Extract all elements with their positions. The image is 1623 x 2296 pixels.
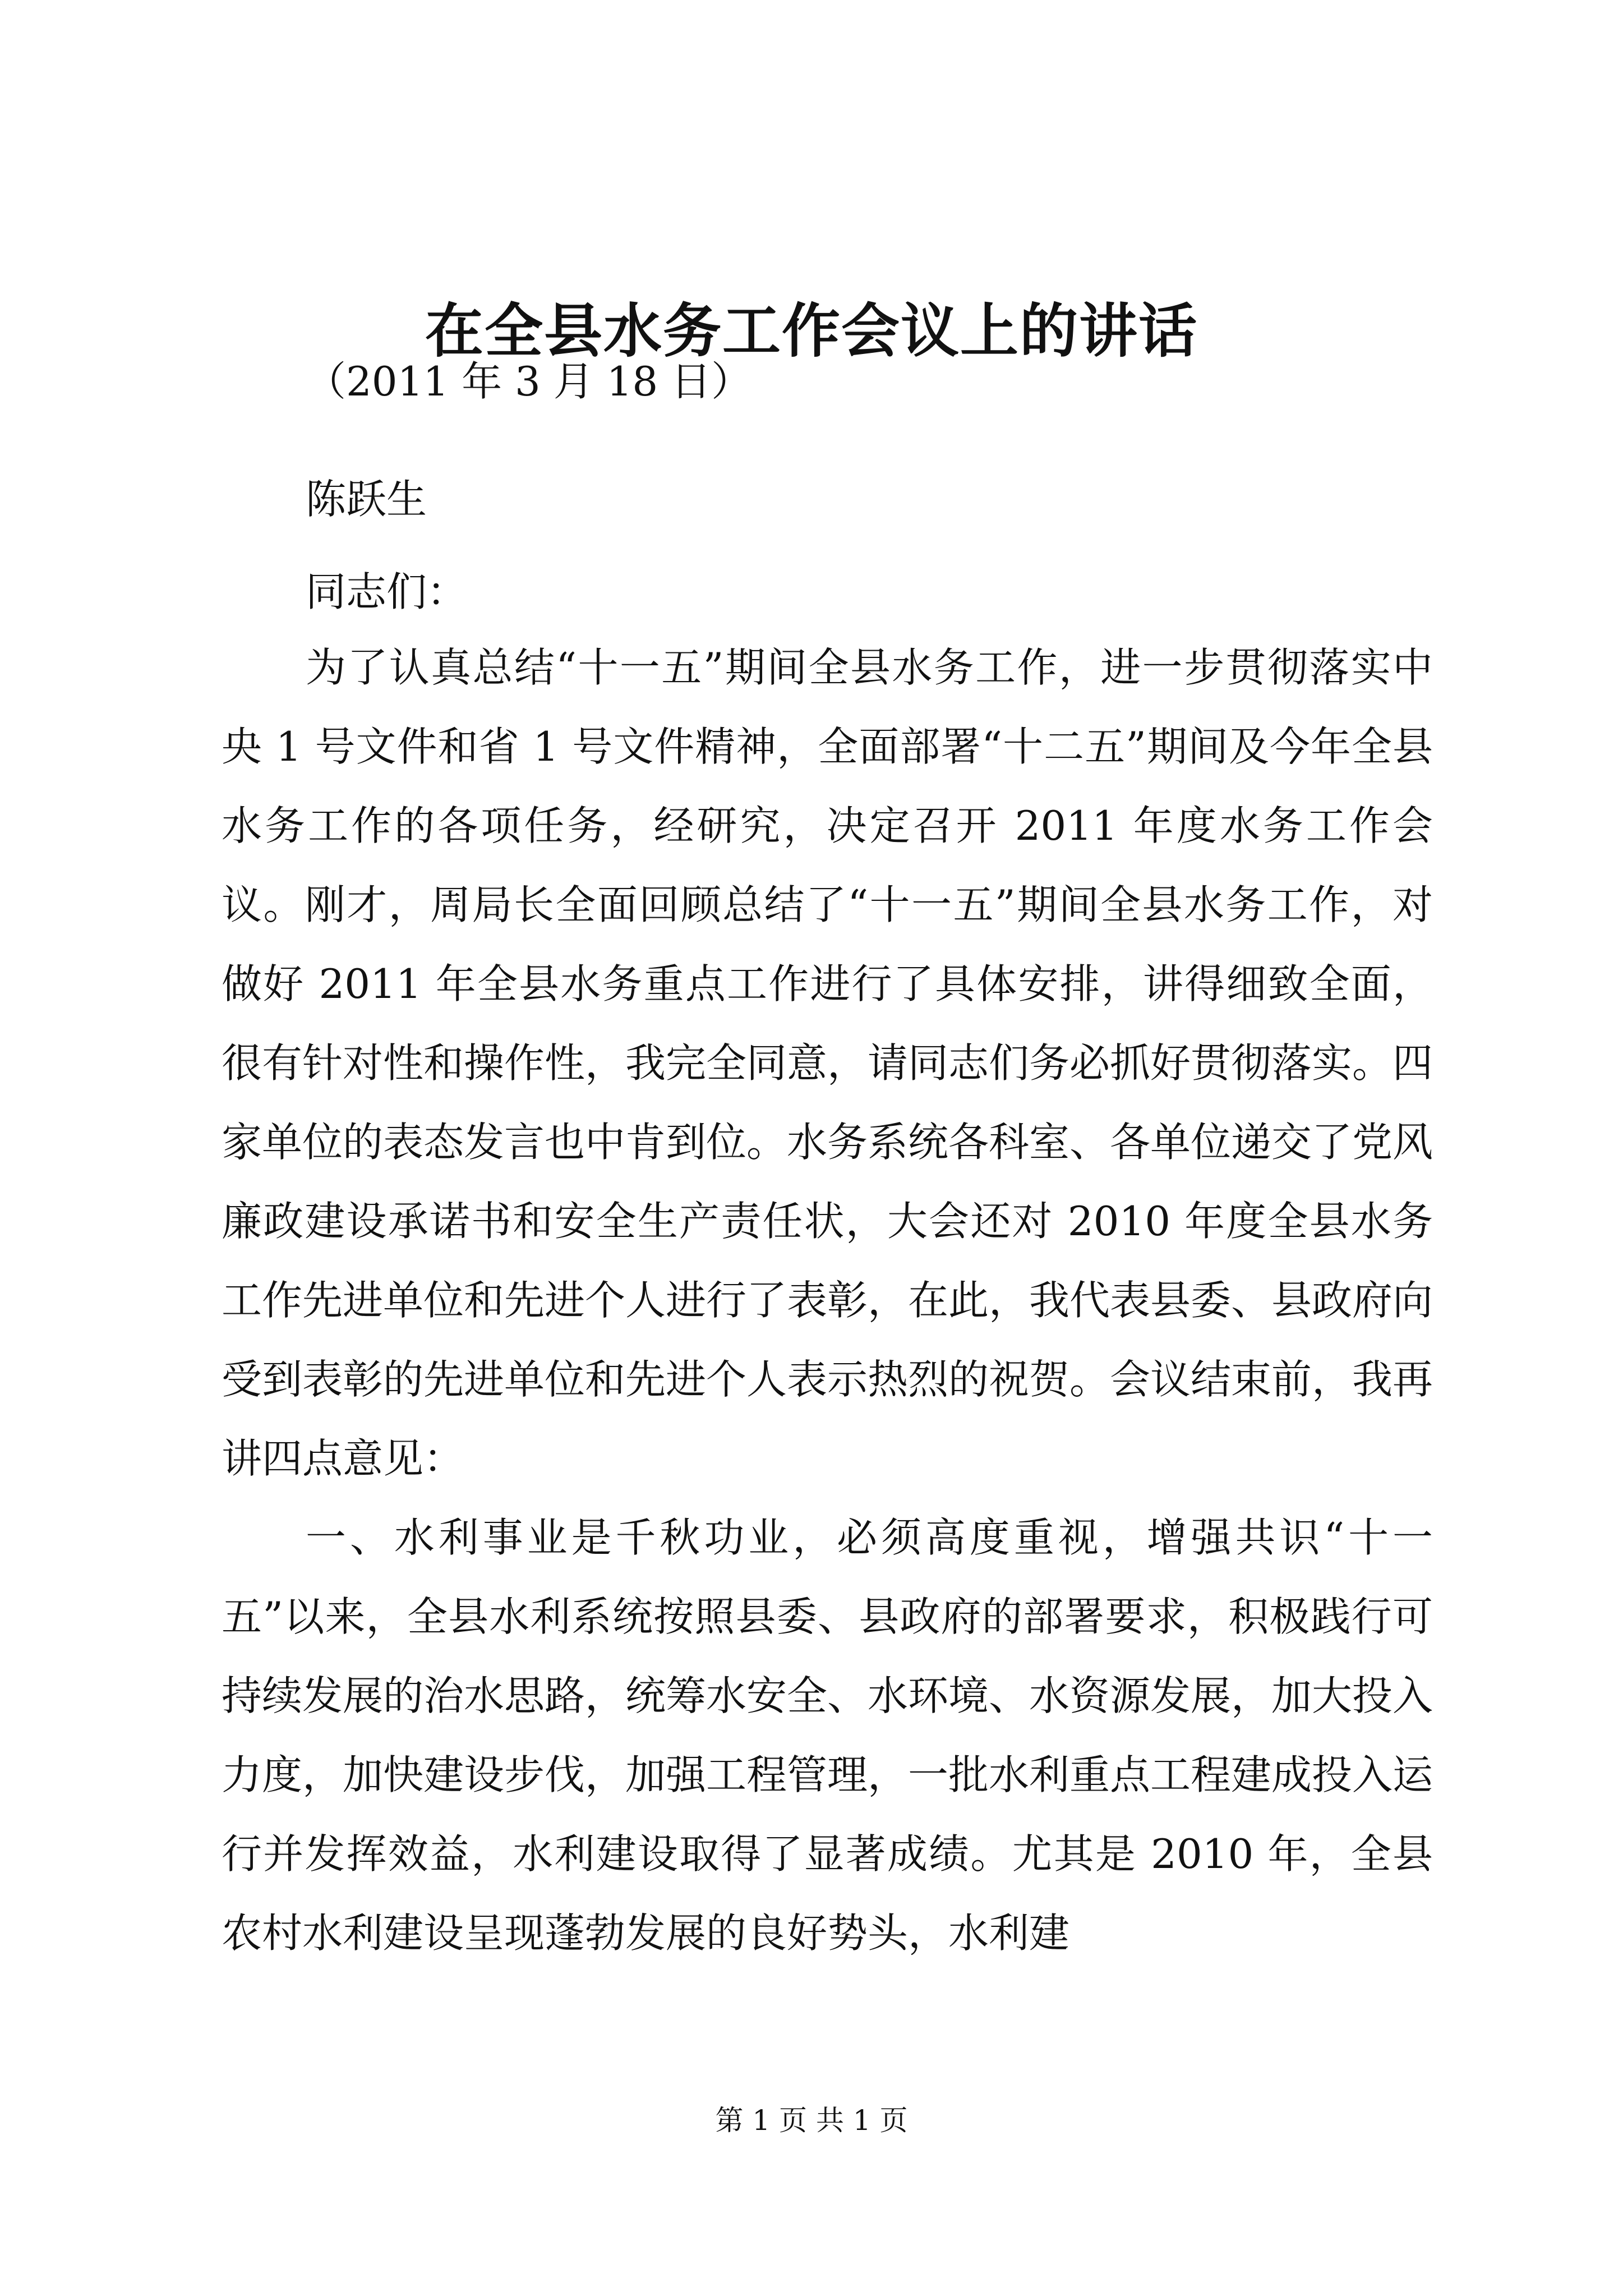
- speaker-name: 陈跃生: [306, 476, 427, 523]
- page-number-footer: 第 1 页 共 1 页: [715, 2104, 908, 2137]
- speech-body: [222, 628, 1433, 1973]
- document-title: 在全县水务工作会议上的讲话: [425, 296, 1198, 365]
- speech-date: （2011 年 3 月 18 日）: [306, 358, 752, 405]
- paragraph-section-one: 一、水利事业是千秋功业，必须高度重视，增强共识“十一五”以来，全县水利系统按照县委、县政府的部署要求，积极践行可持续发展的治水思路，统筹水安全、水环境、水资源发展，加大投入力度，加快建设步伐，加强工程管理，一批水利重点工程建成投入运行并发挥效益，水利建设取得了显著成绩。尤其是 2010 年，全县农村水利建设呈现蓬勃发展的良好势头，水利建: [222, 1514, 1433, 1957]
- salutation: 同志们：: [306, 568, 468, 615]
- paragraph-intro: 为了认真总结“十一五”期间全县水务工作，进一步贯彻落实中央 1 号文件和省 1 号文件精神，全面部署“十二五”期间及今年全县水务工作的各项任务，经研究，决定召开 2011 年度水务工作会议。刚才，周局长全面回顾总结了“十一五”期间全县水务工作，对做好 2011 年全县水务重点工作进行了具体安排，讲得细致全面，很有针对性和操作性，我完全同意，请同志们务必抓好贯彻落实。四家单位的表态发言也中肯到位。水务系统各科室、各单位递交了党风廉政建设承诺书和安全生产责任状，大会还对 2010 年度全县水务工作先进单位和先进个人进行了表彰，在此，我代表县委、县政府向受到表彰的先进单位和先进个人表示热烈的祝贺。会议结束前，我再讲四点意见：: [222, 644, 1433, 1482]
